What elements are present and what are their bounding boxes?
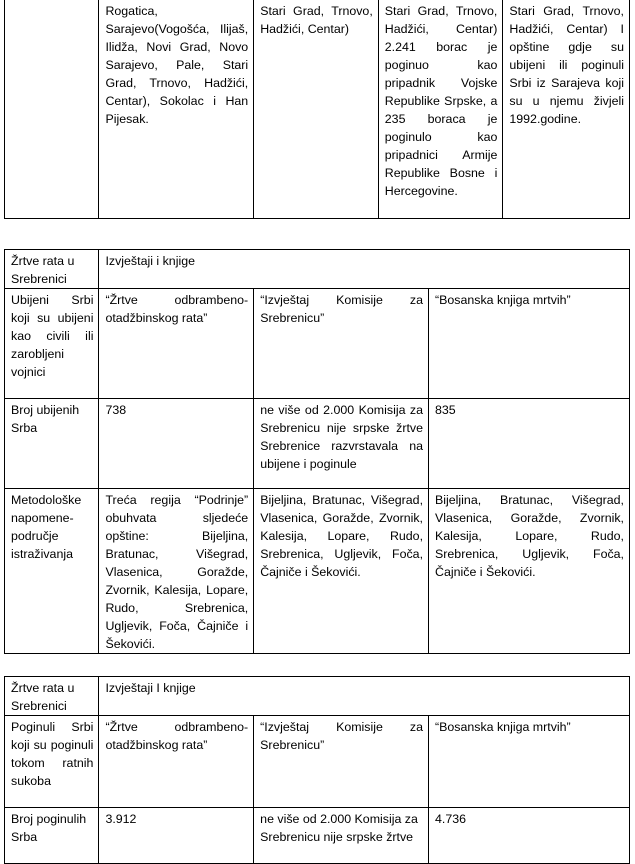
table-cell: Treća regija “Podrinje” obuhvata sljedeće opštine: Bijeljina, Bratunac, Višegrad, Vlasenica, Goražde, Zvornik, Kalesija, Lopare, Rudo, Srebrenica, Ugljevik, Foča, Čajniče i Šekovići. — [99, 489, 254, 654]
table-header-cell: Izvještaji I knjige — [99, 677, 630, 716]
table-cell: “Izvještaj Komisije za Srebrenicu” — [254, 716, 429, 808]
table-row — [5, 399, 630, 489]
table-cell: Rogatica, Sarajevo(Vogošća, Ilijaš, Ilidža, Novi Grad, Novo Sarajevo, Pale, Stari Grad, Trnovo, Hadžići, Centar), Sokolac i Han Pijesak. — [99, 0, 254, 218]
table-cell: “Izvještaj Komisije za Srebrenicu” — [254, 289, 429, 399]
table-header-cell: Žrtve rata u Srebrenici — [5, 677, 99, 716]
srebrenica-killed-table — [4, 249, 630, 654]
table-cell: Bijeljina, Bratunac, Višegrad, Vlasenica, Goražde, Zvornik, Kalesija, Lopare, Rudo, Srebrenica, Ugljevik, Foča, Čajniče i Šekovići. — [429, 489, 630, 654]
table-row — [5, 289, 630, 399]
table-row — [5, 716, 630, 808]
table-cell: Stari Grad, Trnovo, Hadžići, Centar) 2.241 borac je poginuo kao pripadnik Vojske Republike Srpske, a 235 boraca je poginulo kao pripadnici Armije Republike Bosne i Hercegovine. — [378, 0, 503, 218]
table-row — [5, 0, 630, 218]
table-cell: Ubijeni Srbi koji su ubijeni kao civili ili zarobljeni vojnici — [5, 289, 99, 399]
continuation-table — [4, 0, 630, 219]
table-header-row — [5, 250, 630, 289]
table-header-cell: Izvještaji i knjige — [99, 250, 630, 289]
table-cell: “Žrtve odbrambeno-otadžbinskog rata” — [99, 289, 254, 399]
table-cell: “Bosanska knjiga mrtvih” — [429, 289, 630, 399]
table-cell: 3.912 — [99, 808, 254, 864]
table-header-row — [5, 677, 630, 716]
table-cell: “Žrtve odbrambeno-otadžbinskog rata” — [99, 716, 254, 808]
table-cell: Stari Grad, Trnovo, Hadžići, Centar) I opštine gdje su ubijeni ili poginuli Srbi iz Sarajeva koji su u njemu živjeli 1992.godine. — [503, 0, 630, 218]
table-cell: Stari Grad, Trnovo, Hadžići, Centar) — [254, 0, 379, 218]
table-cell: Metodološke napomene-područje istraživanja — [5, 489, 99, 654]
srebrenica-fallen-table — [4, 676, 630, 864]
table-cell: Bijeljina, Bratunac, Višegrad, Vlasenica, Goražde, Zvornik, Kalesija, Lopare, Rudo, Srebrenica, Ugljevik, Foča, Čajniče i Šekovići. — [254, 489, 429, 654]
table-cell — [5, 0, 99, 218]
table-cell: “Bosanska knjiga mrtvih” — [429, 716, 630, 808]
table-cell: 738 — [99, 399, 254, 489]
table-header-cell: Žrtve rata u Srebrenici — [5, 250, 99, 289]
table-cell: 835 — [429, 399, 630, 489]
table-cell: 4.736 — [429, 808, 630, 864]
table-cell: Broj ubijenih Srba — [5, 399, 99, 489]
table-cell: Poginuli Srbi koji su poginuli tokom ratnih sukoba — [5, 716, 99, 808]
table-row — [5, 808, 630, 864]
table-cell: ne više od 2.000 Komisija za Srebrenicu nije srpske žrtve — [254, 808, 429, 864]
table-row — [5, 489, 630, 654]
table-cell: Broj poginulih Srba — [5, 808, 99, 864]
table-cell: ne više od 2.000 Komisija za Srebrenicu nije srpske žrtve Srebrenice razvrstavala na ubijene i poginule — [254, 399, 429, 489]
